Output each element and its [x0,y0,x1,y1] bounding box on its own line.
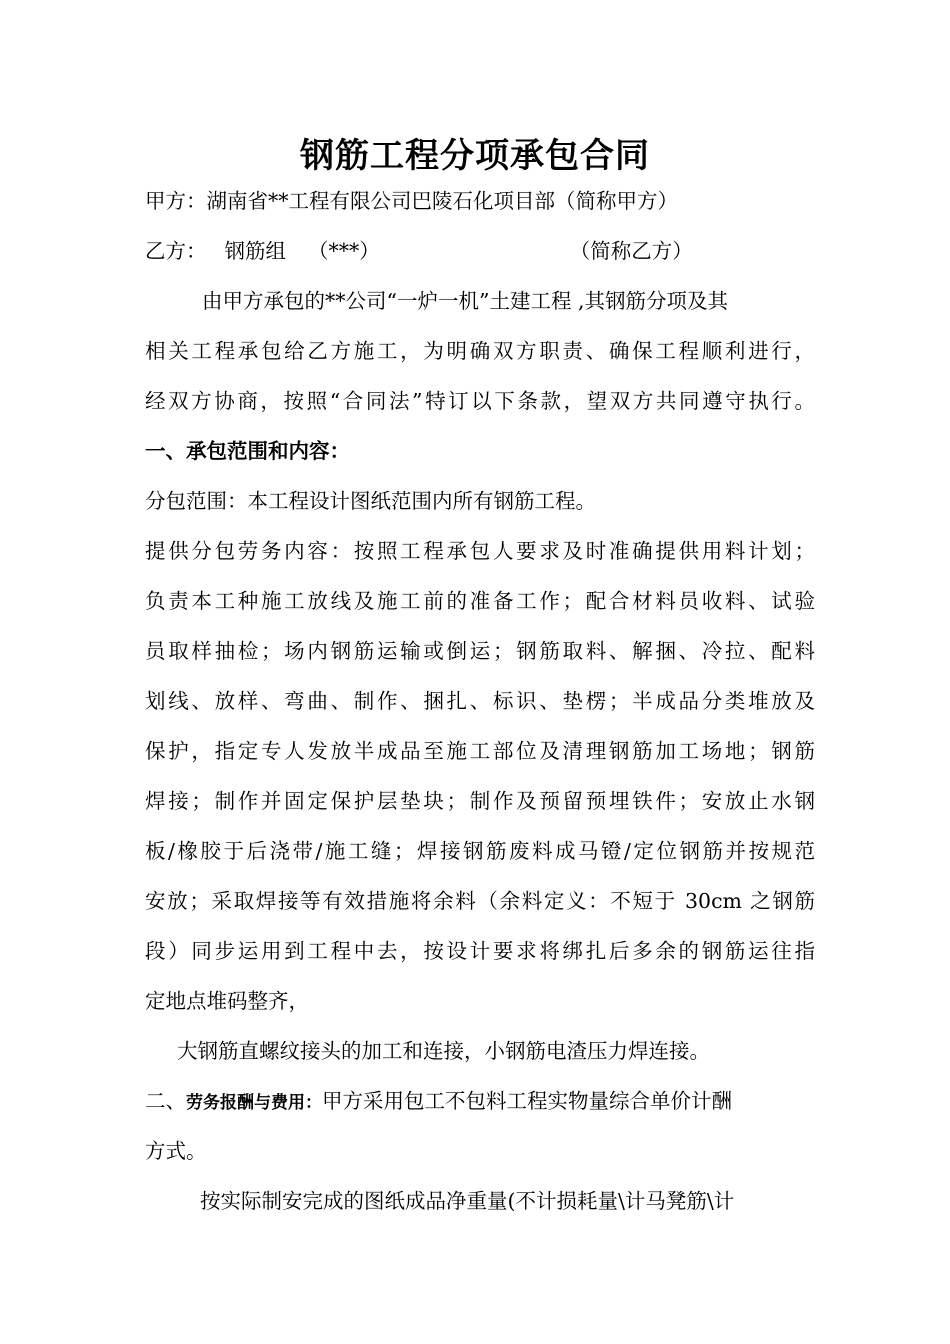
party-b-person: （***） [308,239,380,263]
intro-line-2: 相关工程承包给乙方施工，为明确双方职责、确保工程顺利进行， [145,339,815,363]
content-line-5: 保护，指定专人发放半成品至施工部位及清理钢筋加工场地；钢筋 [145,739,815,763]
intro-line-3: 经双方协商，按照“合同法”特订以下条款，望双方共同遵守执行。 [145,389,815,413]
intro-line-1: 由甲方承包的**公司“一炉一机”土建工程 ,其钢筋分项及其 [202,289,728,313]
section-2-text: 甲方采用包工不包料工程实物量综合单价计酬 [322,1089,732,1113]
content-line-3: 员取样抽检；场内钢筋运输或倒运；钢筋取料、解捆、冷拉、配料 [145,639,815,663]
section-2-heading: 劳务报酬与费用： [186,1093,322,1113]
content-line-2: 负责本工种施工放线及施工前的准备工作；配合材料员收料、试验 [145,589,815,613]
party-a-label: 甲方： [145,189,207,213]
contract-title: 钢筋工程分项承包合同 [300,136,650,176]
section-2-prefix: 二、 [145,1089,186,1113]
content-line-10: 定地点堆码整齐， [145,989,309,1013]
payment-detail-line: 按实际制安完成的图纸成品净重量(不计损耗量\计马凳筋\计 [200,1189,735,1213]
connection-line: 大钢筋直螺纹接头的加工和连接，小钢筋电渣压力焊连接。 [177,1039,710,1063]
scope-line: 分包范围：本工程设计图纸范围内所有钢筋工程。 [145,489,596,513]
content-line-4: 划线、放样、弯曲、制作、捆扎、标识、垫楞；半成品分类堆放及 [145,689,815,713]
section-2-line [145,1088,815,1116]
section-1-heading: 一、承包范围和内容： [145,439,350,463]
content-line-8: 安放；采取焊接等有效措施将余料（余料定义：不短于 30cm 之钢筋 [145,889,815,913]
party-b-abbr: （简称乙方） [569,239,693,263]
content-line-1: 提供分包劳务内容：按照工程承包人要求及时准确提供用料计划； [145,539,815,563]
section-2-text-line-2: 方式。 [145,1139,207,1163]
party-b-line [145,238,815,264]
party-b-label: 乙方： [145,239,207,263]
party-b-name: 钢筋组 [224,239,286,263]
content-line-7: 板/橡胶于后浇带/施工缝；焊接钢筋废料成马镫/定位钢筋并按规范 [145,839,815,863]
party-a-line [145,188,815,214]
party-a-text: 湖南省**工程有限公司巴陵石化项目部（简称甲方） [206,189,678,213]
content-line-6: 焊接；制作并固定保护层垫块；制作及预留预埋铁件；安放止水钢 [145,789,815,813]
content-line-9: 段）同步运用到工程中去，按设计要求将绑扎后多余的钢筋运往指 [145,939,815,963]
